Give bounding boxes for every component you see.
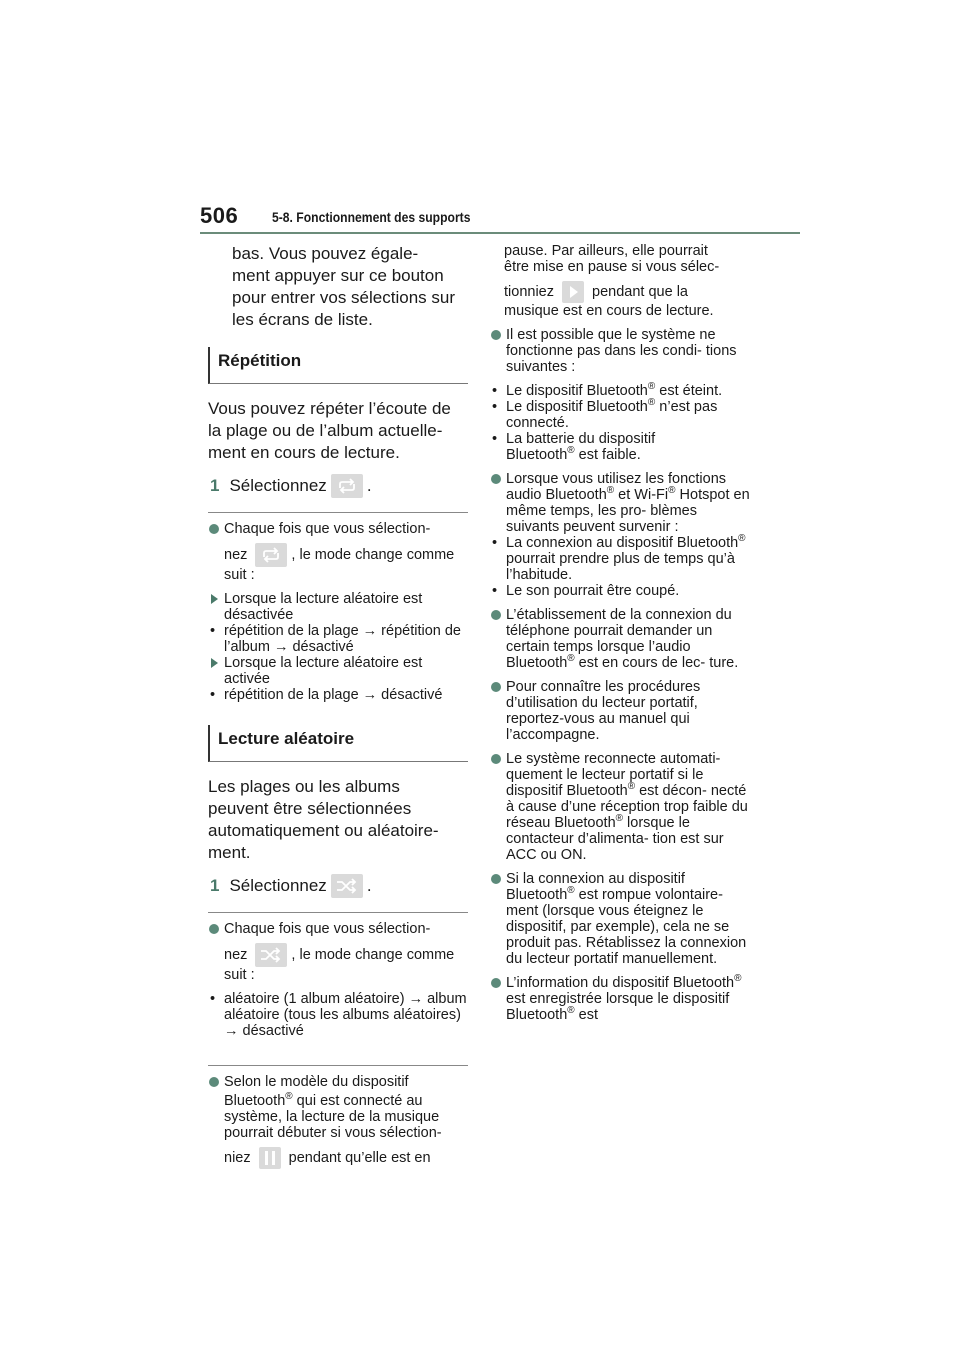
play-icon [562,281,584,303]
shuffle-off-case: Lorsque la lecture aléatoire est désactivée [208,591,468,623]
divider [208,1065,468,1066]
sequence-item: • répétition de la plage → désactivé [208,687,468,703]
model-note: Selon le modèle du dispositif Bluetooth® qui est connecté au système, la lecture de la musique pourrait débuter si vous sélection- niez pendant qu’elle est en [208,1074,468,1169]
step-text: Sélectionnez [229,876,327,895]
repeat-icon [331,474,363,498]
connection-note: L’établissement de la connexion du téléphone pourrait demander un certain temps lorsque l’audio Bluetooth® est en cours de lec- ture. [490,607,752,671]
repeat-note: Chaque fois que vous sélection- nez , le mode change comme suit : [208,521,468,583]
intro-paragraph: bas. Vous pouvez égale- ment appuyer sur ce bouton pour entrer vos sélections sur les écrans de liste. [232,244,455,329]
condition-item: • La batterie du dispositif Bluetooth® est faible. [490,431,752,463]
repeat-step: 1 Sélectionnez . [208,474,468,498]
step-number: 1 [210,476,220,495]
sequence-item: • aléatoire (1 album aléatoire) → album aléatoire (tous les albums aléatoires) → désactivé [208,991,468,1039]
divider [208,512,468,513]
shuffle-step: 1 Sélectionnez . [208,874,468,898]
divider [208,912,468,913]
section-title: 5-8. Fonctionnement des supports [272,210,471,225]
condition-item: • Le dispositif Bluetooth® est éteint. [490,383,752,399]
right-column [490,243,752,1031]
not-working-note: Il est possible que le système ne fonctionne pas dans les condi- tions suivantes : [490,327,752,375]
step-text: Sélectionnez [229,476,327,495]
left-column [208,243,468,1177]
problem-item: • La connexion au dispositif Bluetooth® pourrait prendre plus de temps qu’à l’habitude. [490,535,752,583]
problem-item: • Le son pourrait être coupé. [490,583,752,599]
shuffle-on-case: Lorsque la lecture aléatoire est activée [208,655,468,687]
header-rule [200,232,800,234]
shuffle-description: Les plages ou les albums peuvent être sélectionnées automatiquement ou aléatoire- ment. [208,777,439,862]
manual-note: Pour connaître les procédures d’utilisation du lecteur portatif, reportez-vous au manuel qui l’accompagne. [490,679,752,743]
sequence-item: • répétition de la plage → répétition de l’album → désactivé [208,623,468,655]
manual-reconnect-note: Si la connexion au dispositif Bluetooth® est rompue volontaire- ment (lorsque vous éteignez le dispositif, par exemple), cela ne se produit pas. Rétablissez la connexion du lecteur portatif manuellement. [490,871,752,967]
reconnect-note: Le système reconnecte automati- quement le lecteur portatif si le dispositif Bluetooth® est décon- necté à cause d’une réception trop faible du réseau Bluetooth® lorsque le contacteur d’alimenta- tion est sur ACC ou ON. [490,751,752,863]
shuffle-heading: Lecture aléatoire [208,725,468,762]
repeat-heading: Répétition [208,347,468,384]
step-number: 1 [210,876,220,895]
shuffle-icon [331,874,363,898]
continued-text: pause. Par ailleurs, elle pourrait être mise en pause si vous sélec- tionniez pendant que la musique est en cours de lecture. [504,243,720,319]
pause-icon [259,1147,281,1169]
repeat-description: Vous pouvez répéter l’écoute de la plage ou de l’album actuelle- ment en cours de lecture. [208,399,451,462]
info-note: L’information du dispositif Bluetooth® est enregistrée lorsque le dispositif Bluetooth® est [490,975,752,1023]
condition-item: • Le dispositif Bluetooth® n’est pas connecté. [490,399,752,431]
repeat-icon [255,543,287,567]
shuffle-note: Chaque fois que vous sélection- nez , le mode change comme suit : [208,921,468,983]
page-number: 506 [200,203,239,228]
shuffle-icon [255,943,287,967]
wifi-note: Lorsque vous utilisez les fonctions audio Bluetooth® et Wi-Fi® Hotspot en même temps, les pro- blèmes suivants peuvent survenir : [490,471,752,535]
